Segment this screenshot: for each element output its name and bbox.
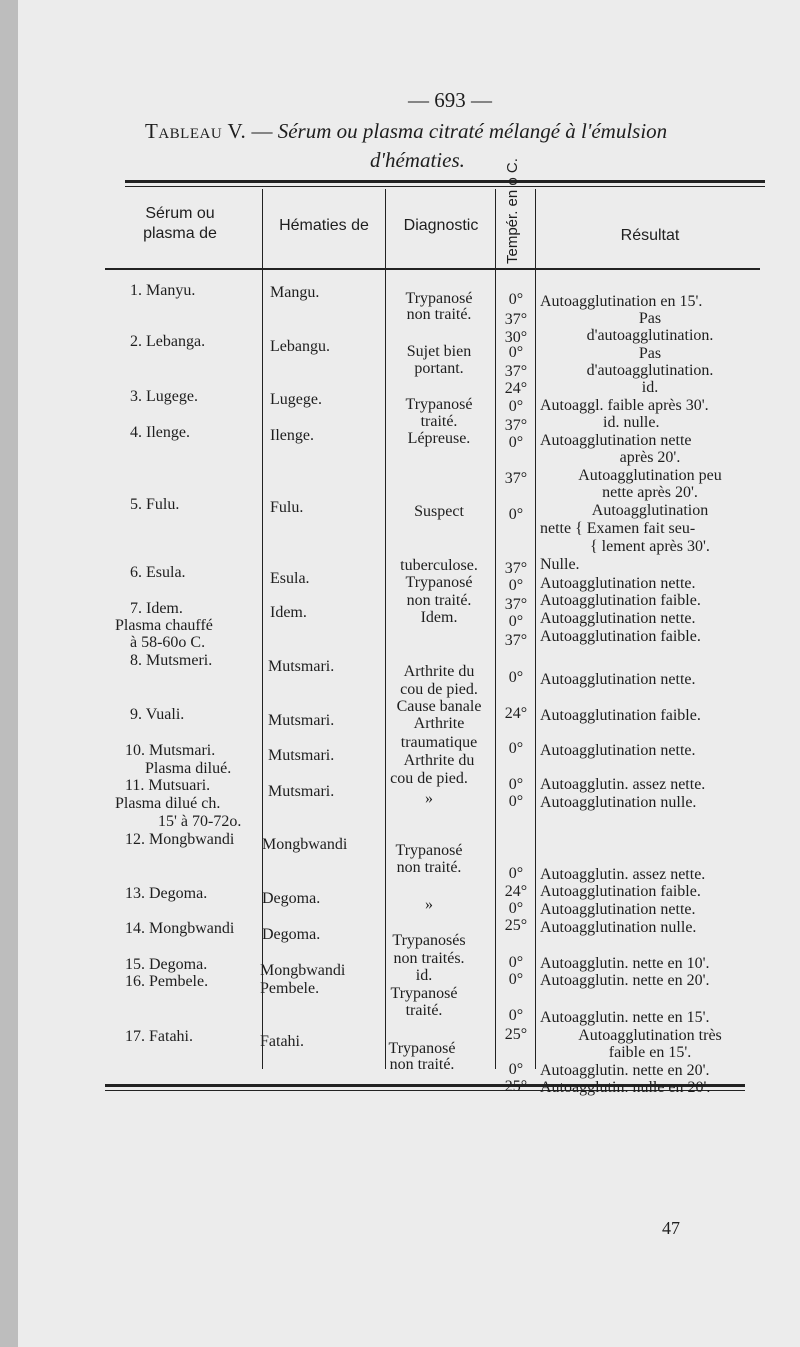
col2-line: Mutsmari. (268, 747, 335, 764)
col3-line: non traité. (389, 1056, 455, 1073)
header-temper: Tempér. en o C. (504, 158, 521, 264)
col4-temp: 0° (508, 669, 524, 686)
col5-line: après 20'. (619, 449, 681, 466)
col3-line: Trypanosé (395, 842, 463, 859)
col3-line: Cause banale (396, 698, 482, 715)
col5-line: nette { Examen fait seu- (540, 520, 696, 537)
col5-line: Autoagglutin. assez nette. (540, 866, 706, 883)
col5-line: nette après 20'. (602, 484, 698, 501)
col4-temp: 0° (508, 1061, 524, 1078)
col1-line: Plasma dilué ch. (115, 795, 221, 812)
col2-line: Lebangu. (270, 338, 330, 355)
col4-temp: 37° (504, 417, 528, 434)
col5-line: d'autoagglutination. (586, 327, 714, 344)
col2-line: Mutsmari. (268, 658, 335, 675)
page-gutter (0, 0, 18, 1347)
col4-temp: 0° (508, 776, 524, 793)
col5-line: Autoaggl. faible après 30'. (540, 397, 709, 414)
col1-line: 15. Degoma. (125, 956, 208, 973)
col3-line: cou de pied. (390, 770, 468, 787)
col3-line: » (425, 896, 433, 913)
page-number: — 693 — (408, 88, 492, 112)
col4-temp: 0° (508, 954, 524, 971)
col2-line: Esula. (270, 570, 310, 587)
col5-line: id. (641, 379, 659, 396)
col5-line: Autoagglutination très (578, 1027, 722, 1044)
col3-line: traité. (420, 413, 458, 430)
col3-line: cou de pied. (400, 681, 478, 698)
col2-line: Mongbwandi (262, 836, 348, 853)
col2-line: Fatahi. (260, 1033, 304, 1050)
col5-line: Autoagglutin. nulle en 20'. (540, 1079, 711, 1096)
col4-temp: 24° (504, 883, 528, 900)
col5-line: Pas (638, 310, 662, 327)
col3-line: Suspect (414, 503, 464, 520)
header-serum: Sérum ou plasma de (143, 205, 217, 242)
col5-line: Autoagglutination faible. (540, 707, 701, 724)
col5-line: Autoagglutin. assez nette. (540, 776, 706, 793)
col2-line: Mangu. (270, 284, 320, 301)
col5-line: Autoagglutin. nette en 20'. (540, 972, 710, 989)
col2-line: Pembele. (260, 980, 320, 997)
col1-line: 17. Fatahi. (125, 1028, 193, 1045)
col5-line: id. nulle. (603, 414, 660, 431)
col1-line: 15' à 70-72o. (158, 813, 242, 830)
col4-temp: 0° (508, 434, 524, 451)
col4-temp: 24° (504, 380, 528, 397)
col1-line: Plasma dilué. (145, 760, 232, 777)
col3-line: portant. (414, 360, 464, 377)
col4-temp: 0° (508, 793, 524, 810)
column-divider-4 (535, 189, 536, 1069)
col5-line: { lement après 30'. (590, 538, 710, 555)
col1-line: 5. Fulu. (130, 496, 180, 513)
col5-line: Autoagglutin. nette en 15'. (540, 1009, 710, 1026)
col1-line: à 58-60o C. (130, 634, 206, 651)
col3-line: id. (415, 967, 433, 984)
col1-line: 4. Ilenge. (130, 424, 190, 441)
col3-line: non traité. (396, 859, 462, 876)
col3-line: tuberculose. (400, 557, 478, 574)
col3-line: Trypanosé (405, 396, 473, 413)
col1-line: 11. Mutsuari. (125, 777, 211, 794)
col4-temp: 25° (504, 1078, 528, 1095)
col3-line: Arthrite (413, 715, 465, 732)
col5-line: Autoagglutination nette. (540, 575, 696, 592)
col4-temp: 0° (508, 865, 524, 882)
col5-line: Autoagglutination faible. (540, 592, 701, 609)
col1-line: 16. Pembele. (125, 973, 209, 990)
col5-line: Autoagglutination peu (578, 467, 722, 484)
header-rule (105, 268, 760, 270)
title-line-2: d'hématies. (370, 148, 465, 172)
col4-temp: 0° (508, 577, 524, 594)
col3-line: non traité. (406, 306, 472, 323)
col2-line: Mutsmari. (268, 783, 335, 800)
col4-temp: 37° (504, 632, 528, 649)
col4-temp: 25° (504, 917, 528, 934)
col2-line: Mongbwandi (260, 962, 346, 979)
col1-line: 13. Degoma. (125, 885, 208, 902)
col4-temp: 37° (504, 470, 528, 487)
col4-temp: 25° (504, 1026, 528, 1043)
col4-temp: 0° (508, 398, 524, 415)
header-diagnostic: Diagnostic (403, 217, 479, 234)
table-top-rule-thin (125, 186, 765, 187)
col5-line: Autoagglutination nette (540, 432, 692, 449)
col4-temp: 0° (508, 344, 524, 361)
title-dash: — (246, 119, 278, 143)
col4-temp: 0° (508, 740, 524, 757)
col5-line: Autoagglutination nulle. (540, 794, 697, 811)
col5-line: Autoagglutination nette. (540, 901, 696, 918)
col4-temp: 37° (504, 363, 528, 380)
col3-line: Trypanosé (405, 290, 473, 307)
col4-temp: 0° (508, 1007, 524, 1024)
col5-line: d'autoagglutination. (586, 362, 714, 379)
col4-temp: 0° (508, 613, 524, 630)
col2-line: Degoma. (262, 890, 321, 907)
col5-line: Autoagglutination nulle. (540, 919, 697, 936)
col1-line: 7. Idem. (130, 600, 183, 617)
col4-temp: 0° (508, 291, 524, 308)
col1-line: 8. Mutsmeri. (130, 652, 213, 669)
col3-line: Trypanosés (392, 932, 466, 949)
table-label: Tableau V. (145, 119, 247, 143)
col4-temp: 0° (508, 900, 524, 917)
col5-line: faible en 15'. (608, 1044, 692, 1061)
col2-line: Degoma. (262, 926, 321, 943)
col1-line: 10. Mutsmari. (125, 742, 216, 759)
col5-line: Autoagglutination en 15'. (540, 293, 703, 310)
col1-line: 3. Lugege. (130, 388, 198, 405)
col1-line: 9. Vuali. (130, 706, 185, 723)
col3-line: » (425, 790, 433, 807)
col4-temp: 24° (504, 705, 528, 722)
folio-number: 47 (662, 1218, 680, 1238)
col2-line: Ilenge. (270, 427, 314, 444)
col5-line: Autoagglutin. nette en 20'. (540, 1062, 710, 1079)
col5-line: Nulle. (540, 556, 580, 573)
col4-temp: 0° (508, 971, 524, 988)
col3-line: Lépreuse. (407, 430, 471, 447)
col1-line: 1. Manyu. (130, 282, 196, 299)
col3-line: traumatique (400, 734, 478, 751)
col5-line: Autoagglutin. nette en 10'. (540, 955, 710, 972)
column-divider-3 (495, 189, 496, 1069)
col3-line: Trypanosé (405, 574, 473, 591)
col3-line: Sujet bien (406, 343, 472, 360)
col3-line: Arthrite du (403, 663, 475, 680)
col4-temp: 37° (504, 311, 528, 328)
col5-line: Autoagglutination nette. (540, 610, 696, 627)
col1-line: 14. Mongbwandi (125, 920, 235, 937)
col3-line: Idem. (420, 609, 458, 626)
col4-temp: 30° (504, 329, 528, 346)
col3-line: Arthrite du (403, 752, 475, 769)
col3-line: Trypanosé (388, 1040, 456, 1057)
col4-temp: 37° (504, 596, 528, 613)
header-resultat: Résultat (620, 227, 680, 244)
col5-line: Autoagglutination nette. (540, 671, 696, 688)
col4-temp: 0° (508, 506, 524, 523)
table-top-rule (125, 180, 765, 183)
col3-line: non traité. (406, 592, 472, 609)
header-hematies: Hématies de (279, 217, 369, 234)
col5-line: Pas (638, 345, 662, 362)
col3-line: traité. (405, 1002, 443, 1019)
col3-line: non traités. (393, 950, 465, 967)
col4-temp: 37° (504, 560, 528, 577)
col5-line: Autoagglutination nette. (540, 742, 696, 759)
col2-line: Mutsmari. (268, 712, 335, 729)
col1-line: 2. Lebanga. (130, 333, 206, 350)
col5-line: Autoagglutination faible. (540, 628, 701, 645)
col1-line: 6. Esula. (130, 564, 186, 581)
col1-line: 12. Mongbwandi (125, 831, 235, 848)
title-line-1: Sérum ou plasma citraté mélangé à l'émulsion (277, 119, 668, 143)
col2-line: Idem. (270, 604, 307, 621)
col2-line: Fulu. (270, 499, 304, 516)
col5-line: Autoagglutination (591, 502, 709, 519)
col1-line: Plasma chauffé (115, 617, 213, 634)
col2-line: Lugege. (270, 391, 322, 408)
col3-line: Trypanosé (390, 985, 458, 1002)
col5-line: Autoagglutination faible. (540, 883, 701, 900)
table-title (145, 117, 667, 146)
